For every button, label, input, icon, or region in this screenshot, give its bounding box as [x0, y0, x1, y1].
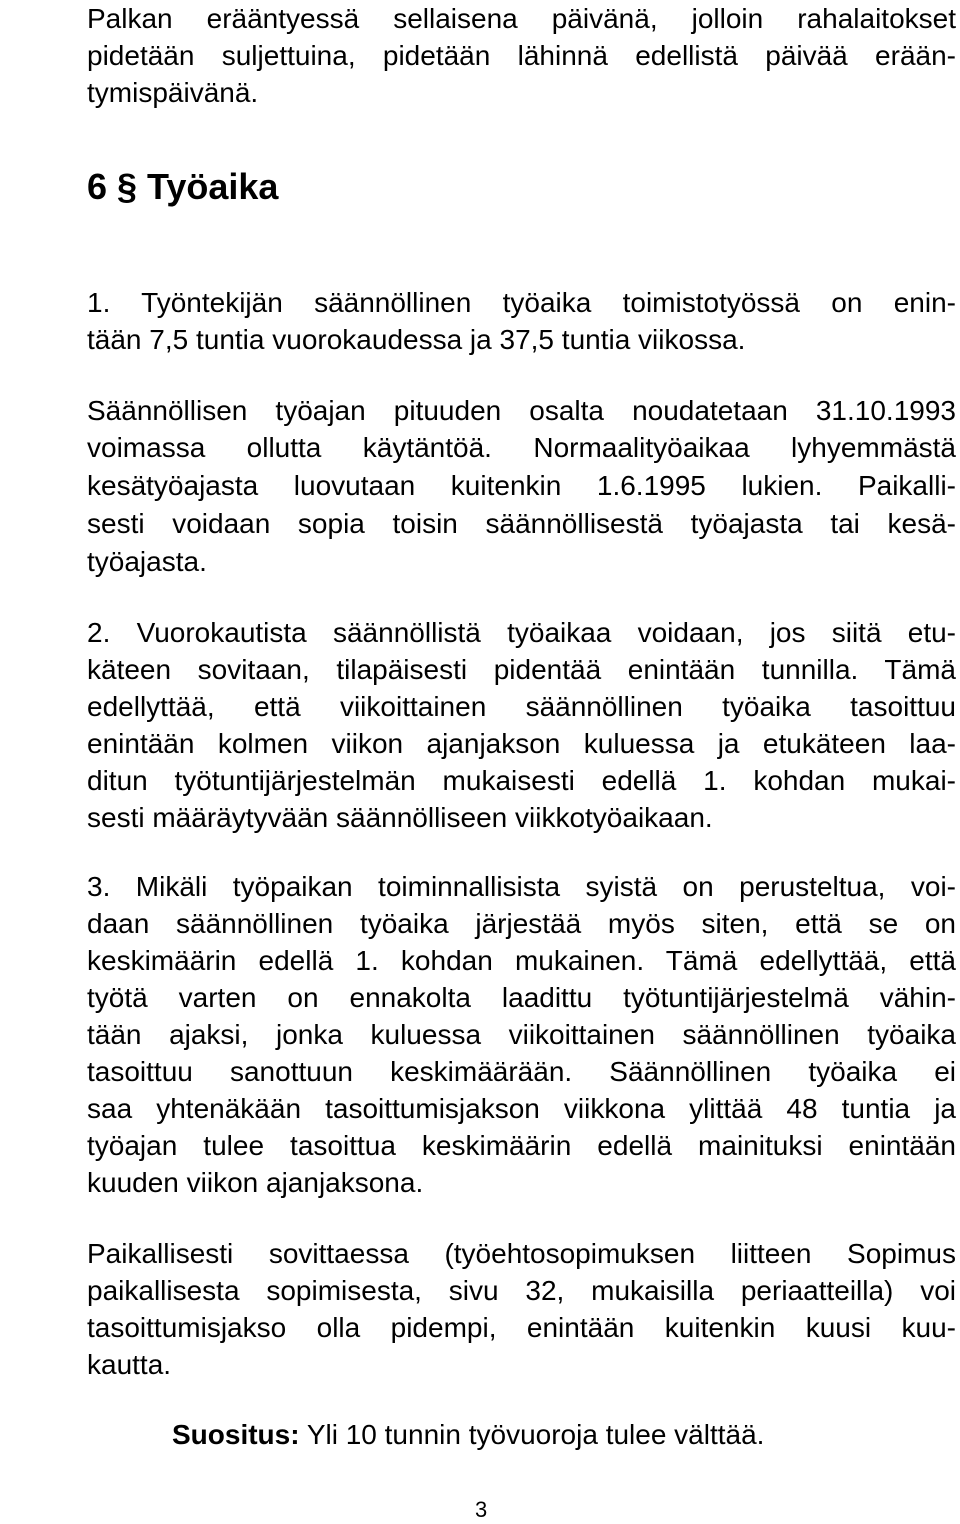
paragraph-4-line-4: kautta.	[87, 1349, 172, 1380]
page-number: 3	[475, 1497, 488, 1522]
paragraph-3-line-8: työajan tulee tasoittua keskimäärin edellä mainituksi enintään	[87, 1130, 956, 1161]
paragraph-3-line-7: saa yhtenäkään tasoittumisjakson viikkona ylittää 48 tuntia ja	[87, 1093, 956, 1124]
paragraph-4-line-1: Paikallisesti sovittaessa (työehtosopimuksen liitteen Sopimus	[87, 1238, 956, 1269]
paragraph-4-line-2: paikallisesta sopimisesta, sivu 32, mukaisilla periaatteilla) voi	[87, 1275, 956, 1306]
paragraph-3-line-5: tään ajaksi, jonka kuluessa viikoittainen säännöllinen työaika	[87, 1019, 956, 1050]
paragraph-1b-line-5: työajasta.	[87, 546, 207, 577]
paragraph-2-line-4: enintään kolmen viikon ajanjakson kuluessa ja etukäteen laa-	[87, 728, 956, 759]
recommendation	[172, 1416, 764, 1454]
paragraph-2-line-3: edellyttää, että viikoittainen säännöllinen työaika tasoittuu	[87, 691, 956, 722]
paragraph-1b-line-1: Säännöllisen työajan pituuden osalta noudatetaan 31.10.1993	[87, 395, 956, 426]
paragraph-4-line-3: tasoittumisjakso olla pidempi, enintään kuitenkin kuusi kuu-	[87, 1312, 956, 1343]
intro-line-3: tymispäivänä.	[87, 77, 259, 108]
section-heading: 6 § Työaika	[87, 166, 279, 207]
recommendation-text: Yli 10 tunnin työvuoroja tulee välttää.	[299, 1419, 765, 1450]
recommendation-label: Suositus:	[172, 1419, 300, 1450]
intro-line-2: pidetään suljettuina, pidetään lähinnä edellistä päivää erään-	[87, 40, 956, 71]
paragraph-2-line-5: ditun työtuntijärjestelmän mukaisesti edellä 1. kohdan mukai-	[87, 765, 956, 796]
paragraph-2-line-1: 2. Vuorokautista säännöllistä työaikaa voidaan, jos siitä etu-	[87, 617, 956, 648]
paragraph-3-line-6: tasoittuu sanottuun keskimäärään. Säännöllinen työaika ei	[87, 1056, 956, 1087]
paragraph-3-line-9: kuuden viikon ajanjaksona.	[87, 1167, 424, 1198]
intro-line-1: Palkan erääntyessä sellaisena päivänä, jolloin rahalaitokset	[87, 3, 956, 34]
paragraph-3-line-1: 3. Mikäli työpaikan toiminnallisista syistä on perusteltua, voi-	[87, 871, 956, 902]
paragraph-1b-line-3: kesätyöajasta luovutaan kuitenkin 1.6.1995 lukien. Paikalli-	[87, 470, 956, 501]
paragraph-2-line-2: käteen sovitaan, tilapäisesti pidentää enintään tunnilla. Tämä	[87, 654, 956, 685]
paragraph-1-line-2: tään 7,5 tuntia vuorokaudessa ja 37,5 tuntia viikossa.	[87, 324, 746, 355]
paragraph-2-line-6: sesti määräytyvään säännölliseen viikkotyöaikaan.	[87, 802, 713, 833]
paragraph-1-line-1: 1. Työntekijän säännöllinen työaika toimistotyössä on enin-	[87, 287, 956, 318]
paragraph-1b-line-4: sesti voidaan sopia toisin säännöllisestä työajasta tai kesä-	[87, 508, 956, 539]
paragraph-3-line-4: työtä varten on ennakolta laadittu työtuntijärjestelmä vähin-	[87, 982, 956, 1013]
paragraph-3-line-2: daan säännöllinen työaika järjestää myös siten, että se on	[87, 908, 956, 939]
paragraph-1b-line-2: voimassa ollutta käytäntöä. Normaalityöaikaa lyhyemmästä	[87, 432, 956, 463]
paragraph-3-line-3: keskimäärin edellä 1. kohdan mukainen. Tämä edellyttää, että	[87, 945, 956, 976]
